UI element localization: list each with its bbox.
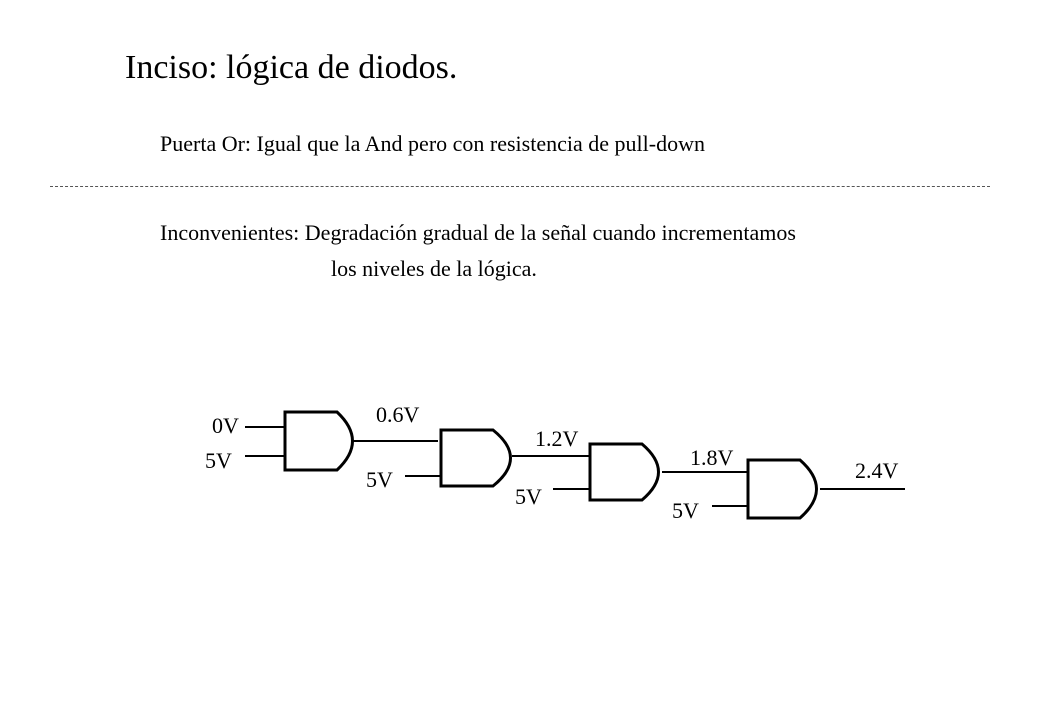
drawbacks-line-2: los niveles de la lógica. bbox=[331, 256, 537, 281]
or-gate-description: Puerta Or: Igual que la And pero con resistencia de pull-down bbox=[160, 131, 705, 156]
label-output-4: 2.4V bbox=[855, 458, 899, 483]
label-output-1: 0.6V bbox=[376, 402, 420, 427]
label-input-0v: 0V bbox=[212, 413, 239, 438]
drawbacks-label: Inconvenientes: bbox=[160, 220, 300, 245]
label-supply-1: 5V bbox=[205, 448, 232, 473]
label-supply-2: 5V bbox=[366, 467, 393, 492]
label-output-3: 1.8V bbox=[690, 445, 734, 470]
label-supply-4: 5V bbox=[672, 498, 699, 523]
label-output-2: 1.2V bbox=[535, 426, 579, 451]
label-supply-3: 5V bbox=[515, 484, 542, 509]
slide-title: Inciso: lógica de diodos. bbox=[125, 49, 458, 86]
drawbacks-text-1: Degradación gradual de la señal cuando incrementamos bbox=[304, 220, 796, 245]
